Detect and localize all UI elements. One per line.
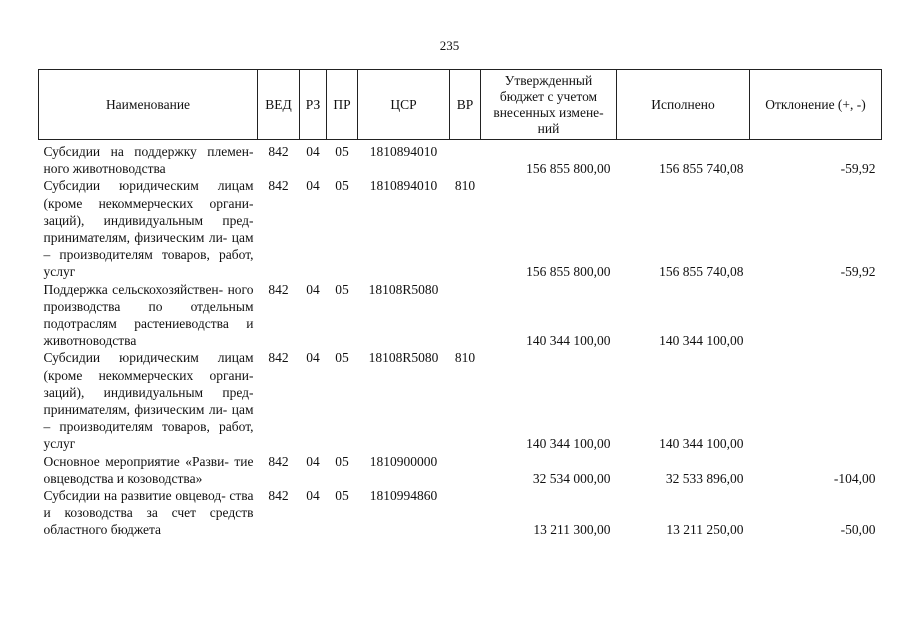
row-csr: 1810900000	[369, 453, 438, 469]
row-pr: 05	[335, 144, 349, 159]
row-ved: 842	[268, 453, 289, 469]
header-csr: ЦСР	[358, 70, 450, 140]
row-ved: 842	[268, 488, 289, 504]
row-name: Субсидии на развитие овцевод- ства и козоводства за счет средств областного бюджета	[43, 488, 254, 538]
row-name: Основное мероприятие «Разви- тие овцеводства и козоводства»	[43, 453, 254, 486]
row-executed: 140 344 100,00	[659, 436, 744, 452]
table-row	[39, 349, 882, 452]
row-rz: 04	[306, 453, 320, 469]
table-header-row	[39, 70, 882, 140]
row-executed: 32 533 896,00	[665, 470, 744, 486]
row-rz: 04	[306, 488, 320, 504]
table-row	[39, 140, 882, 178]
header-approved: Утвержденный бюджет с учетом внесенных измене- ний	[481, 70, 617, 140]
row-ved: 842	[268, 144, 289, 159]
row-vr: 810	[454, 350, 476, 366]
row-ved: 842	[268, 178, 289, 194]
header-rz: РЗ	[300, 70, 327, 140]
row-executed: 156 855 740,08	[659, 264, 744, 280]
row-approved: 32 534 000,00	[532, 470, 611, 486]
row-rz: 04	[306, 350, 320, 366]
row-deviation	[750, 349, 882, 452]
row-approved: 140 344 100,00	[526, 436, 611, 452]
header-deviation: Отклонение (+, -)	[750, 70, 882, 140]
table-row	[39, 281, 882, 350]
header-vr: ВР	[450, 70, 481, 140]
row-rz: 04	[306, 281, 320, 297]
table-row	[39, 177, 882, 280]
row-pr: 05	[335, 488, 349, 504]
header-pr: ПР	[327, 70, 358, 140]
table-row	[39, 487, 882, 539]
row-approved: 140 344 100,00	[526, 333, 611, 349]
row-csr: 1810894010	[369, 178, 438, 194]
header-ved: ВЕД	[258, 70, 300, 140]
row-deviation	[750, 281, 882, 350]
row-vr	[450, 281, 481, 350]
row-executed: 140 344 100,00	[659, 333, 744, 349]
budget-table	[38, 69, 882, 539]
row-name: Поддержка сельскохозяйствен- ного производства по отдельным подотраслям растениеводства и животноводства	[43, 281, 254, 349]
row-ved: 842	[268, 350, 289, 366]
row-csr: 1810894010	[369, 144, 438, 159]
row-approved: 13 211 300,00	[533, 522, 611, 538]
row-pr: 05	[335, 453, 349, 469]
row-approved: 156 855 800,00	[526, 264, 611, 280]
row-vr: 810	[454, 178, 476, 194]
row-name: Субсидии юридическим лицам (кроме некоммерческих органи- заций), индивидуальным пред- принимателям, физическим ли- цам – производителям товаров, работ, услуг	[43, 350, 254, 452]
row-deviation: -50,00	[840, 522, 876, 538]
row-pr: 05	[335, 350, 349, 366]
row-deviation: -104,00	[833, 470, 876, 486]
row-vr	[450, 453, 481, 487]
row-approved: 156 855 800,00	[526, 161, 611, 177]
page-number: 235	[439, 38, 460, 53]
row-csr: 18108R5080	[368, 281, 439, 297]
row-rz: 04	[306, 178, 320, 194]
row-pr: 05	[335, 178, 349, 194]
header-name: Наименование	[39, 70, 258, 140]
row-vr	[450, 140, 481, 178]
row-csr: 1810994860	[369, 488, 438, 504]
header-executed: Исполнено	[617, 70, 750, 140]
row-name: Субсидии юридическим лицам (кроме некоммерческих органи- заций), индивидуальным пред- принимателям, физическим ли- цам – производителям товаров, работ, услуг	[43, 178, 254, 280]
row-executed: 156 855 740,08	[659, 161, 744, 177]
row-pr: 05	[335, 281, 349, 297]
row-deviation: -59,92	[840, 264, 876, 280]
table-row	[39, 453, 882, 487]
row-name: Субсидии на поддержку племен- ного животноводства	[43, 144, 254, 177]
row-vr	[450, 487, 481, 539]
row-rz: 04	[306, 144, 320, 159]
row-deviation: -59,92	[840, 161, 876, 177]
row-executed: 13 211 250,00	[666, 522, 744, 538]
row-csr: 18108R5080	[368, 350, 439, 366]
row-ved: 842	[268, 281, 289, 297]
